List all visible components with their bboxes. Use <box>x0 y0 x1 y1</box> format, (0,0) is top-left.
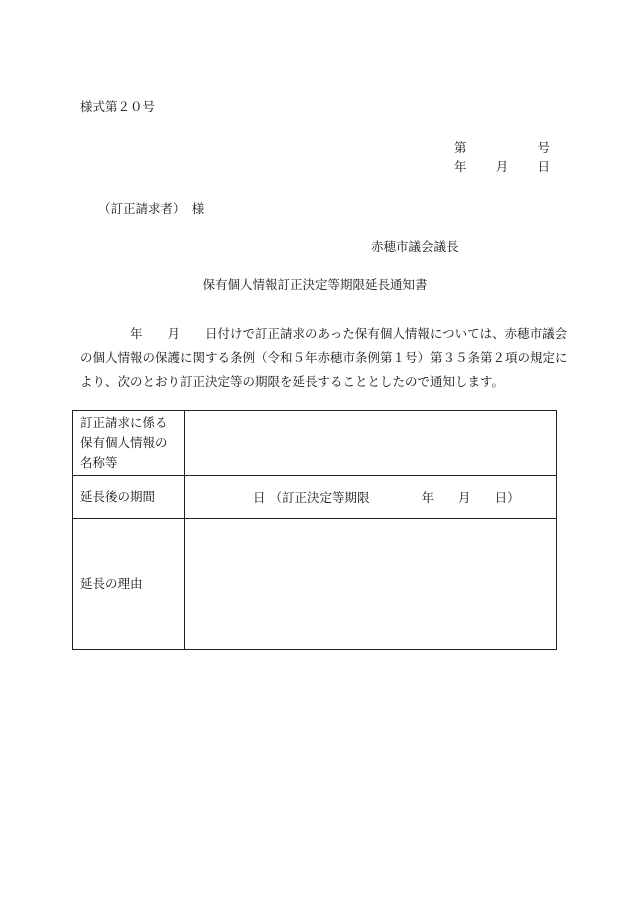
extension-reason-label: 延長の理由 <box>73 519 185 650</box>
label-line: 保有個人情報の <box>80 435 168 450</box>
table-row <box>73 476 557 519</box>
period-deadline-label: （訂正決定等期限 <box>269 490 370 505</box>
info-name-label <box>73 411 185 476</box>
body-text <box>80 322 568 394</box>
period-year: 年 <box>421 490 435 505</box>
label-line: 訂正請求に係る <box>80 415 168 430</box>
table-row <box>73 411 557 476</box>
period-day-close: 日） <box>494 490 520 505</box>
body-line: 年 月 日付けで訂正請求のあった保有個人情報については、赤穂市議会 <box>80 326 568 341</box>
period-month: 月 <box>458 490 471 505</box>
period-day: 日 <box>253 490 266 505</box>
extension-reason-value[interactable] <box>185 519 557 650</box>
form-number: 様式第２０号 <box>80 99 156 114</box>
body-line: より、次のとおり訂正決定等の期限を延長することとしたので通知します。 <box>80 374 505 389</box>
date-day: 日 <box>537 159 550 174</box>
sender: 赤穂市議会議長 <box>371 239 459 254</box>
doc-number-suffix: 号 <box>537 140 550 155</box>
label-line: 名称等 <box>80 455 118 470</box>
addressee: （訂正請求者） 様 <box>98 201 205 216</box>
document-date <box>454 157 550 175</box>
date-year: 年 <box>454 159 467 174</box>
document-title: 保有個人情報訂正決定等期限延長通知書 <box>202 277 428 292</box>
extension-period-label: 延長後の期間 <box>73 476 185 519</box>
date-month: 月 <box>495 159 509 174</box>
doc-number-prefix: 第 <box>454 140 467 155</box>
document-number <box>454 138 550 156</box>
extension-period-value[interactable] <box>185 476 557 519</box>
body-line: の個人情報の保護に関する条例（令和５年赤穂市条例第１号）第３５条第２項の規定に <box>80 350 568 365</box>
table-row <box>73 519 557 650</box>
notice-table <box>72 410 557 650</box>
info-name-value[interactable] <box>185 411 557 476</box>
